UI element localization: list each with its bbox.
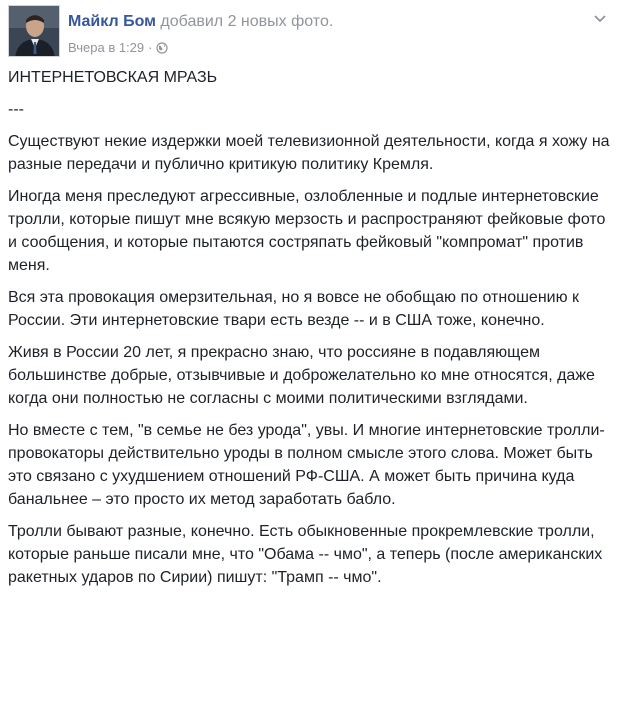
meta-separator: · [148,40,153,55]
post-paragraph: Но вместе с тем, "в семье не без урода", увы. И многие интернетовские тролли-провокаторы действительно уроды в полном смысле этого слова. Может быть это связано с ухудшением отношений РФ-США. А может быть причина куда банальнее – это просто их метод заработать бабло. [8,422,605,508]
avatar-photo-icon [9,6,60,57]
post-paragraph: Тролли бывают разные, конечно. Есть обыкновенные прокремлевские тролли, которые раньше писали мне, что "Обама -- чмо", а теперь (после американских ракетных ударов по Сирии) пишут: "Трамп -- чмо". [8,523,603,586]
chevron-down-icon[interactable] [592,10,608,26]
post-title: ИНТЕРНЕТОВСКАЯ МРАЗЬ [8,69,218,86]
post-text [8,66,612,598]
post-paragraph: Живя в России 20 лет, я прекрасно знаю, что россияне в подавляющем большинстве добрые, отзывчивые и доброжелательно ко мне относятся, даже когда они полностью не согласны с моими политическими взглядами. [8,344,595,407]
timestamp-link[interactable]: Вчера в 1:29 [68,40,145,55]
post-meta [68,40,168,55]
author-line [68,13,333,31]
avatar[interactable] [8,5,60,57]
post-action-text: добавил 2 новых фото. [160,13,334,30]
post-header [8,5,620,57]
author-name-link[interactable]: Майкл Бом [68,13,156,30]
globe-icon[interactable] [156,42,168,54]
post-paragraph: Существуют некие издержки моей телевизионной деятельности, когда я хожу на разные передачи и публично критикую политику Кремля. [8,133,610,173]
post-divider: --- [8,101,24,118]
post-paragraph: Иногда меня преследуют агрессивные, озлобленные и подлые интернетовские тролли, которые пишут мне всякую мерзость и распространяют фейковые фото и сообщения, и которые пытаются состряпать фейковый "компромат" против меня. [8,188,606,274]
post-paragraph: Вся эта провокация омерзительная, но я вовсе не обобщаю по отношению к России. Эти интернетовские твари есть везде -- и в США тоже, конечно. [8,289,580,329]
